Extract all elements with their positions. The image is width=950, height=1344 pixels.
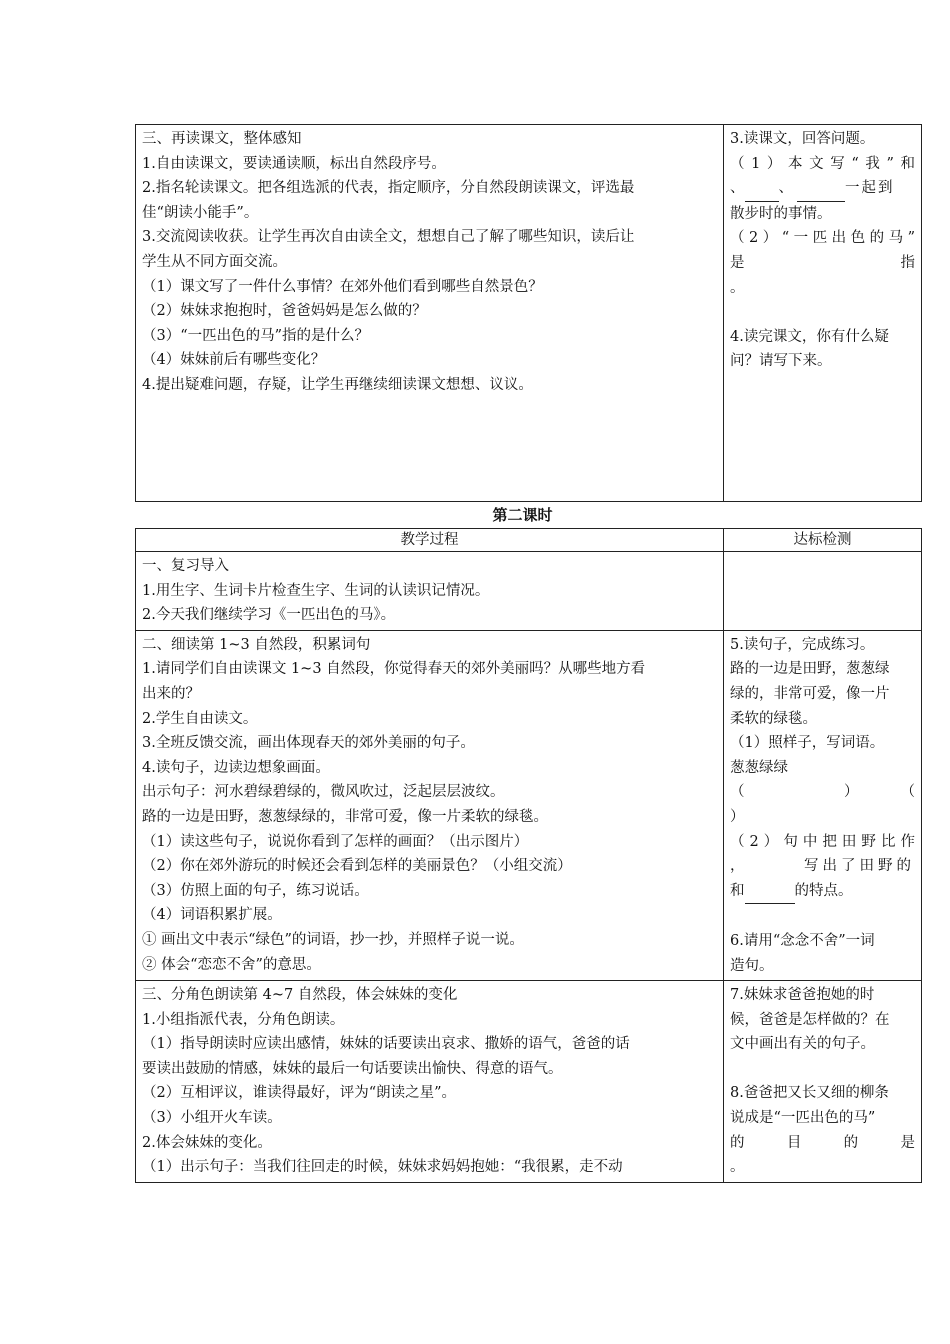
question-8: 8.爸爸把又长又细的柳条 xyxy=(730,1085,889,1102)
question-5-answer-parens: （ ） （ xyxy=(730,784,915,801)
question-3-1-blanks: 、 、 一起到 xyxy=(730,176,915,202)
detail-line: （2）你在郊外游玩的时候还会看到怎样的美丽景色？（小组交流） xyxy=(142,858,572,875)
question-8-end: 。 xyxy=(730,1159,745,1176)
roleplay-line: （1）指导朗读时应读出感情，妹妹的话要读出哀求、撒娇的语气，爸爸的话 xyxy=(142,1036,630,1053)
section3-line: （2）妹妹求抱抱时，爸爸妈妈是怎么做的？ xyxy=(142,303,427,320)
detail-line: 出来的？ xyxy=(142,685,200,702)
roleplay-line: 1.小组指派代表，分角色朗读。 xyxy=(142,1011,345,1028)
question-5-sentence: 柔软的绿毯。 xyxy=(730,710,817,727)
question-3-1: （1）本文写“我”和 xyxy=(730,155,915,172)
question-7-cont: 文中画出有关的句子。 xyxy=(730,1036,875,1053)
question-7: 7.妹妹求爸爸抱她的时 xyxy=(730,987,875,1004)
question-5-2-blank: 和 的特点。 xyxy=(730,879,915,905)
roleplay-line: （1）出示句子：当我们往回走的时候，妹妹求妈妈抱她：“我很累，走不动 xyxy=(142,1159,623,1176)
section3-line: 3.交流阅读收获。让学生再次自由读全文，想想自己了解了哪些知识，读后让 xyxy=(142,229,635,246)
review-heading: 一、复习导入 xyxy=(142,558,229,574)
section3-line: 4.提出疑难问题，存疑，让学生再继续细读课文想想、议议。 xyxy=(142,376,533,393)
question-5-answer-close: ） xyxy=(730,808,745,825)
detail-line: （3）仿照上面的句子，练习说话。 xyxy=(142,882,369,899)
question-5: 5.读句子，完成练习。 xyxy=(730,636,875,653)
section3-line: 学生从不同方面交流。 xyxy=(142,253,287,270)
question-5-sentence: 绿的，非常可爱，像一片 xyxy=(730,685,890,702)
section3-line: 1.自由读课文，要读通读顺，标出自然段序号。 xyxy=(142,155,446,172)
question-3-2-answer-line: 是 指 xyxy=(730,254,915,271)
section3-process-cell xyxy=(136,125,724,502)
detail-line: ② 体会“恋恋不舍”的意思。 xyxy=(142,956,321,973)
roleplay-line: 要读出鼓励的情感，妹妹的最后一句话要读出愉快、得意的语气。 xyxy=(142,1060,563,1077)
section3-line: 2.指名轮读课文。把各组选派的代表，指定顺序，分自然段朗读课文，评选最 xyxy=(142,180,635,197)
review-line: 2.今天我们继续学习《一匹出色的马》。 xyxy=(142,607,396,624)
lesson1-section3-table xyxy=(135,124,922,502)
question-4: 4.读完课文，你有什么疑 xyxy=(730,328,889,345)
roleplay-line: 2.体会妹妹的变化。 xyxy=(142,1134,272,1151)
detail-line: 2.学生自由读文。 xyxy=(142,710,258,727)
question-5-example: 葱葱绿绿 xyxy=(730,759,788,776)
question-4-cont: 问？请写下来。 xyxy=(730,353,832,370)
question-5-1: （1）照样子，写词语。 xyxy=(730,735,885,752)
question-3-2-end: 。 xyxy=(730,279,745,296)
detail-line: 3.全班反馈交流，画出体现春天的郊外美丽的句子。 xyxy=(142,735,475,752)
review-line: 1.用生字、生词卡片检查生字、生词的认读识记情况。 xyxy=(142,582,490,599)
review-check-cell xyxy=(724,552,922,631)
question-6-cont: 造句。 xyxy=(730,957,774,974)
question-6: 6.请用“念念不舍”一词 xyxy=(730,932,875,949)
question-8-cont: 说成是“一匹出色的马” xyxy=(730,1110,876,1127)
detail-line: 1.请同学们自由读课文 1~3 自然段，你觉得春天的郊外美丽吗？从哪些地方看 xyxy=(142,661,646,678)
section3-line: （4）妹妹前后有哪些变化？ xyxy=(142,352,326,369)
section3-line: 佳“朗读小能手”。 xyxy=(142,204,259,221)
detail-line: ① 画出文中表示“绿色”的词语，抄一抄，并照样子说一说。 xyxy=(142,931,524,948)
roleplay-line: （3）小组开火车读。 xyxy=(142,1110,282,1127)
detail-line: 路的一边是田野，葱葱绿绿的，非常可爱，像一片柔软的绿毯。 xyxy=(142,808,548,825)
roleplay-line: （2）互相评议，谁读得最好，评为“朗读之星”。 xyxy=(142,1085,457,1102)
process-header: 教学过程 xyxy=(136,529,724,552)
question-7-cont: 候，爸爸是怎样做的？在 xyxy=(730,1011,890,1028)
roleplay-check-cell xyxy=(724,981,922,1183)
check-header: 达标检测 xyxy=(724,529,922,552)
question-5-2-cont: ， 写出了田野的 xyxy=(730,858,915,875)
roleplay-heading: 三、分角色朗读第 4~7 自然段，体会妹妹的变化 xyxy=(142,987,458,1004)
lesson2-title: 第二课时 xyxy=(492,506,553,524)
detail-line: 出示句子：河水碧绿碧绿的，微风吹过，泛起层层波纹。 xyxy=(142,784,505,801)
detail-line: 4.读句子，边读边想象画面。 xyxy=(142,759,330,776)
detail-check-cell xyxy=(724,630,922,980)
detail-heading: 二、细读第 1~3 自然段，积累词句 xyxy=(142,636,371,653)
question-3-2: （2）“一匹出色的马” xyxy=(730,230,915,247)
detail-line: （1）读这些句子，说说你看到了怎样的画面？（出示图片） xyxy=(142,833,529,850)
section3-line: （1）课文写了一件什么事情？在郊外他们看到哪些自然景色？ xyxy=(142,278,543,295)
question-3: 3.读课文，回答问题。 xyxy=(730,131,875,147)
question-3-1-end: 散步时的事情。 xyxy=(730,205,832,222)
roleplay-process-cell xyxy=(136,981,724,1183)
question-5-2: （2）句中把田野比作 xyxy=(730,833,915,850)
lesson2-table xyxy=(135,528,922,1183)
section3-check-cell xyxy=(724,125,922,502)
section3-heading: 三、再读课文，整体感知 xyxy=(142,131,302,147)
question-8-spaced-line: 的 目 的 是 xyxy=(730,1134,915,1151)
detail-line: （4）词语积累扩展。 xyxy=(142,907,282,924)
question-5-sentence: 路的一边是田野，葱葱绿 xyxy=(730,661,890,678)
detail-process-cell xyxy=(136,630,724,980)
review-process-cell xyxy=(136,552,724,631)
section3-line: （3）“一匹出色的马”指的是什么？ xyxy=(142,327,370,344)
